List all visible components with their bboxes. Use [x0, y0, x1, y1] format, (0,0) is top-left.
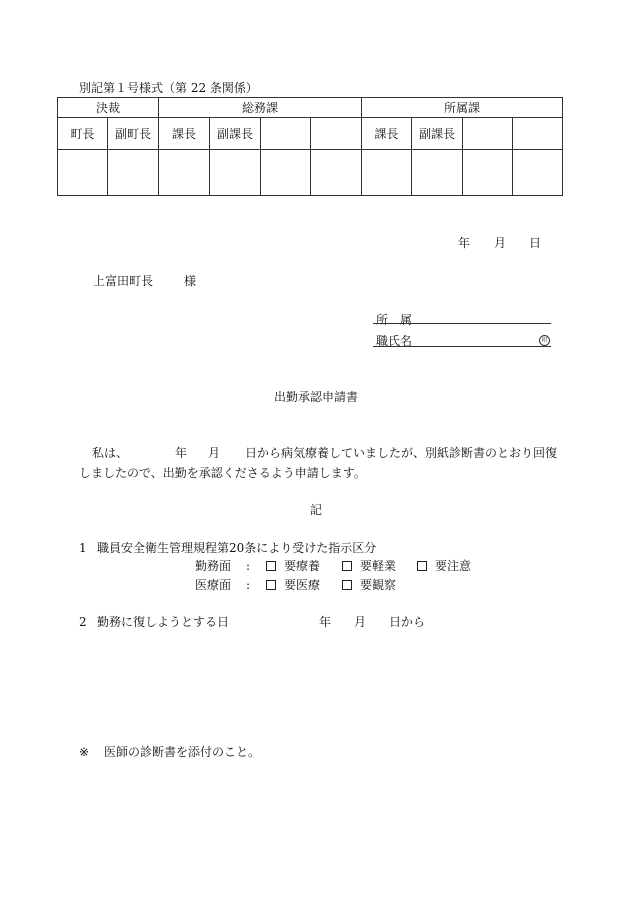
body-line1-suffix: 日から病気療養していましたが、別紙診断書のとおり回復: [245, 446, 558, 460]
body-year: 年: [175, 446, 188, 460]
addressee-name: 上富田町長: [93, 274, 154, 288]
header-cell: [311, 118, 362, 150]
stamp-cell[interactable]: [463, 150, 513, 196]
name-label: 職氏名: [376, 334, 413, 348]
stamp-cell[interactable]: [513, 150, 563, 196]
name-underline[interactable]: [373, 346, 551, 347]
header-cell: 副課長: [210, 118, 261, 150]
document-title: 出勤承認申請書: [274, 390, 359, 404]
item2-day-suffix: 日から: [389, 615, 426, 629]
option-yoryoyo[interactable]: 要療養: [266, 559, 320, 573]
checkbox[interactable]: [417, 561, 427, 571]
checkbox[interactable]: [342, 561, 352, 571]
header-cell: [463, 118, 513, 150]
body-month: 月: [208, 446, 221, 460]
form-label: 別記第１号様式（第 22 条関係）: [79, 81, 258, 95]
option-yochui[interactable]: 要注意: [417, 559, 471, 573]
addressee-honorific: 様: [184, 274, 197, 288]
body-line2: しましたので、出勤を承認くださるよう申請します。: [79, 466, 366, 480]
date-day: 日: [529, 236, 542, 250]
header-cell: 課長: [159, 118, 210, 150]
date-year: 年: [458, 236, 471, 250]
item2-number: 2: [79, 615, 87, 629]
group-kessai: 決裁: [58, 98, 159, 118]
note-mark: ※: [79, 745, 90, 759]
header-cell: 町長: [58, 118, 108, 150]
header-cell: [513, 118, 563, 150]
header-cell: 課長: [362, 118, 412, 150]
item2-text: 勤務に復しようとする日: [97, 615, 230, 629]
stamp-cell[interactable]: [261, 150, 311, 196]
work-label: 勤務面: [195, 559, 232, 573]
approval-table: [57, 97, 563, 196]
work-colon: :: [246, 559, 251, 573]
header-cell: 副課長: [412, 118, 463, 150]
checkbox[interactable]: [266, 580, 276, 590]
stamp-cell[interactable]: [210, 150, 261, 196]
stamp-cell[interactable]: [159, 150, 210, 196]
option-yokansatsu[interactable]: 要観察: [342, 578, 396, 592]
option-yoiryo[interactable]: 要医療: [266, 578, 320, 592]
item2-year: 年: [319, 615, 332, 629]
affiliation-label: 所 属: [376, 313, 413, 327]
medical-label: 医療面: [195, 578, 232, 592]
seal-mark: 印: [539, 335, 550, 346]
medical-colon: :: [246, 578, 251, 592]
stamp-cell[interactable]: [311, 150, 362, 196]
item1-number: 1: [79, 541, 87, 555]
checkbox[interactable]: [266, 561, 276, 571]
stamp-cell[interactable]: [362, 150, 412, 196]
stamp-cell[interactable]: [108, 150, 159, 196]
group-somuka: 総務課: [159, 98, 362, 118]
affiliation-underline[interactable]: [373, 323, 551, 324]
header-cell: 副町長: [108, 118, 159, 150]
header-cell: [261, 118, 311, 150]
body-prefix: 私は、: [92, 446, 129, 460]
stamp-cell[interactable]: [412, 150, 463, 196]
option-yokeigyo[interactable]: 要軽業: [342, 559, 396, 573]
note-text: 医師の診断書を添付のこと。: [104, 745, 261, 759]
date-month: 月: [494, 236, 507, 250]
group-shozokuka: 所属課: [362, 98, 563, 118]
checkbox[interactable]: [342, 580, 352, 590]
item1-text: 職員安全衛生管理規程第20条により受けた指示区分: [97, 541, 377, 555]
item2-month: 月: [354, 615, 367, 629]
stamp-cell[interactable]: [58, 150, 108, 196]
ki-heading: 記: [310, 503, 323, 517]
